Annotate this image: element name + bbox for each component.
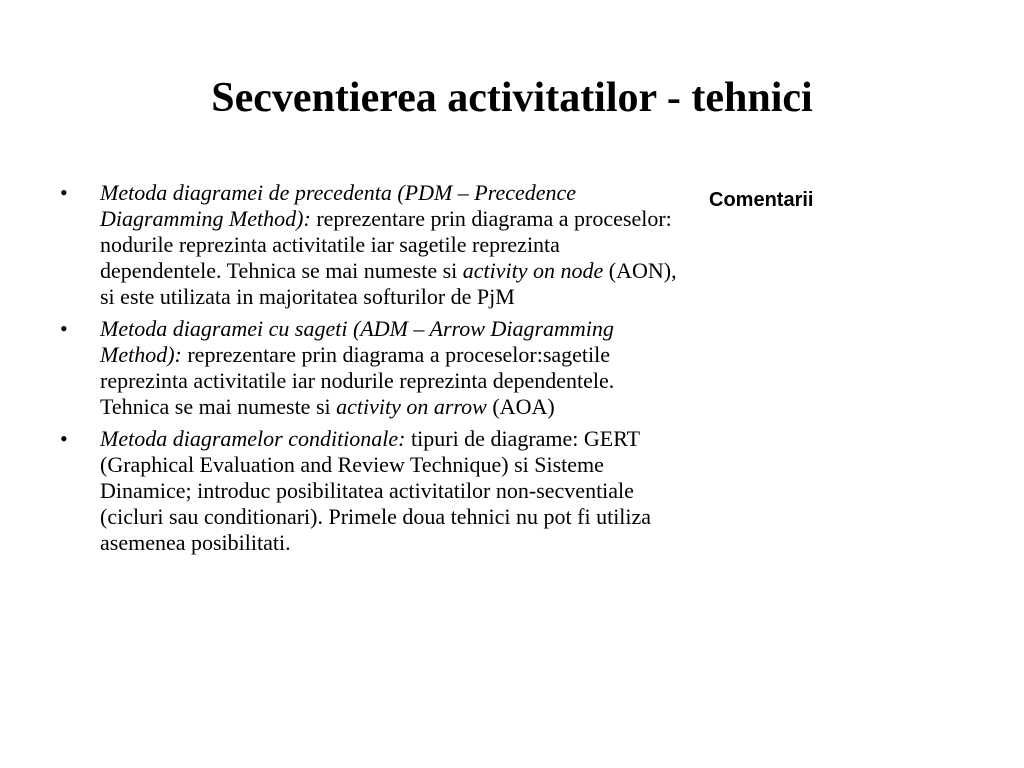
bullet-icon: • — [60, 426, 68, 451]
bullet-text-part: Metoda diagramelor conditionale: — [100, 426, 406, 451]
bullet-text-part: activity on node — [462, 258, 604, 283]
bullet-text-part: Metoda diagramei de precedenta (PDM – Precedence Diagramming Method): — [100, 180, 577, 231]
bullet-text-part: activity on arrow — [336, 394, 487, 419]
bullet-text-part: Metoda diagramei cu sageti (ADM – Arrow Diagramming Method): — [100, 316, 614, 367]
slide-title: Secventierea activitatilor - tehnici — [211, 75, 813, 121]
bullet-item-pdm — [56, 180, 686, 310]
bullet-text-part: (AON), si este utilizata in majoritatea softurilor de PjM — [100, 258, 677, 309]
bullet-item-adm — [56, 316, 686, 420]
bullet-text-part: (AOA) — [486, 394, 555, 419]
bullet-text-part: reprezentare prin diagrama a proceselor:sagetile reprezinta activitatile iar nodurile reprezinta dependentele. Tehnica se mai numeste si — [100, 342, 615, 419]
bullet-list — [56, 180, 686, 562]
bullet-icon: • — [60, 180, 68, 205]
bullet-item-conditional — [56, 426, 686, 556]
bullet-icon: • — [60, 316, 68, 341]
bullet-text-part: reprezentare prin diagrama a proceselor: nodurile reprezinta activitatile iar sagetile reprezinta dependentele. Tehnica se mai numeste si — [100, 206, 672, 283]
comments-label: Comentarii — [709, 189, 814, 211]
bullet-text-part: tipuri de diagrame: GERT (Graphical Evaluation and Review Technique) si Sisteme Dinamice; introduc posibilitatea activitatilor non-secventiale (cicluri sau conditionari). Primele doua tehnici nu pot fi utiliza asemenea posibilitati. — [100, 426, 652, 555]
